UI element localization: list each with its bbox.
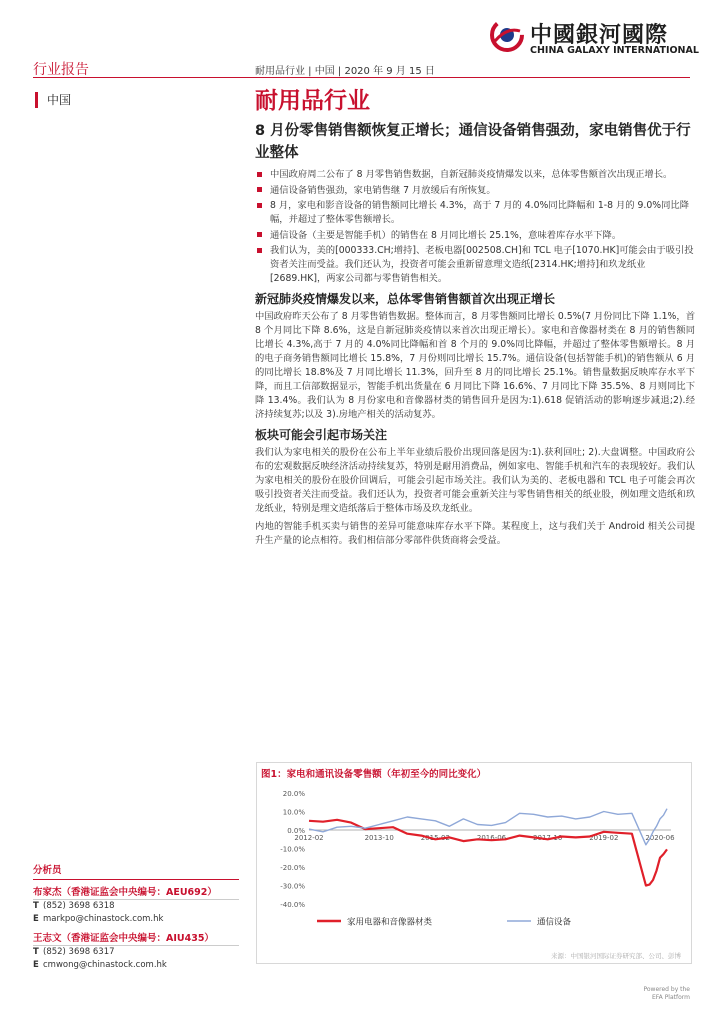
- summary-bullet: 通信设备（主要是智能手机）的销售在 8 月同比增长 25.1%，意味着库存水平下降。: [255, 229, 695, 243]
- y-tick-label: 0.0%: [287, 827, 305, 835]
- x-tick-label: 2019-02: [589, 834, 619, 842]
- figure-1: [256, 762, 692, 964]
- line-chart: [257, 763, 693, 965]
- brand-logo: [490, 18, 699, 58]
- region-label: 中国: [35, 92, 71, 108]
- section2-body-2: 内地的智能手机买卖与销售的差异可能意味库存水平下降。某程度上，这与我们关于 Android 相关公司提升生产量的论点相符。我们相信部分零部件供货商将会受益。: [255, 521, 695, 546]
- report-body: [255, 86, 695, 548]
- analyst-tel: T (852) 3698 6317: [33, 947, 115, 957]
- x-tick-label: 2016-06: [476, 834, 507, 842]
- report-meta: 耐用品行业 | 中国 | 2020 年 9 月 15 日: [255, 66, 435, 77]
- analyst-panel: [33, 862, 239, 972]
- x-tick-label: 2015-02: [420, 834, 450, 842]
- section1-heading: 新冠肺炎疫情爆发以来，总体零售销售额首次出现正增长: [255, 292, 556, 306]
- y-tick-label: -10.0%: [280, 845, 305, 854]
- summary-bullet: 通信设备销售强劲，家电销售继 7 月放缓后有所恢复。: [255, 184, 695, 198]
- legend-label: 家用电器和音像器材类: [347, 917, 433, 928]
- section2-heading: 板块可能会引起市场关注: [255, 428, 388, 442]
- analyst-email[interactable]: E markpo@chinastock.com.hk: [33, 914, 164, 924]
- bullet-square-icon: [257, 203, 262, 208]
- y-tick-label: 10.0%: [282, 808, 305, 817]
- legend-label: 通信设备: [537, 917, 572, 928]
- analyst-tel: T (852) 3698 6318: [33, 901, 115, 911]
- bullet-square-icon: [257, 232, 262, 237]
- section1-body: 中国政府昨天公布了 8 月零售销售数据。整体而言，8 月零售额同比增长 0.5%(7 月份同比下降 1.1%，首 8 个月同比下降 8.6%，这是自新冠肺炎疫情以来首次出现正增长）。家电和音像器材类在 8 月的销售额同比增长 4.3%,高于 7 月的 4.0%同比降幅和首 8 个月的 9.0%同比降幅，并超过了整体零售额增长。8 月的电子商务销售额同比增长 15.8%，7 月份则同比增长 15.7%。通信设备(包括智能手机)的销售额从 6 月的同比增长 18.8%及 7 月同比增长 11.3%，回升至 8 月的同比增长 25.1%。销售量数据反映库存水平下降，而且工信部数据显示，智能手机出货量在 6 月同比下降 16.6%、7 月同比下降 35.5%、8 月则同比下降 13.4%。我们认为 8 月份家电和音像器材类的销售回升是因为:1).618 促销活动的影响逐步减退;2).经济持续复苏;以及 3).房地产相关的活动复苏。: [255, 311, 695, 420]
- bullet-square-icon: [257, 187, 262, 192]
- y-tick-label: -40.0%: [280, 901, 305, 909]
- summary-bullet: 我们认为，美的[000333.CH;增持]、老板电器[002508.CH]和 TCL 电子[1070.HK]可能会由于吸引投资者关注而受益。我们还认为，投资者可能会重新留意理文造纸[2314.HK;增持]和玖龙纸业[2689.HK]，两家公司都与零售销售相关。: [255, 244, 695, 286]
- brand-name-en: CHINA GALAXY INTERNATIONAL: [530, 45, 699, 56]
- y-tick-label: -30.0%: [280, 882, 305, 891]
- analyst-title: 分析员: [33, 862, 239, 880]
- galaxy-logo-icon: [490, 18, 524, 52]
- x-tick-label: 2020-06: [645, 834, 675, 842]
- analyst-email[interactable]: E cmwong@chinastock.com.hk: [33, 960, 167, 970]
- report-header: [33, 58, 690, 78]
- section2-body: 我们认为家电相关的股份在公布上半年业绩后股价出现回落是因为:1).获利回吐; 2).大盘调整。中国政府公布的宏观数据反映经济活动持续复苏，特别是耐用消费品，例如家电、智能手机和汽车的表现较好。我们认为家电相关的股份在股价回调后，可能会引起市场关注。我们认为美的、老板电器和 TCL 电子可能会再次吸引投资者关注而受益。我们还认为，投资者可能会重新关注与零售销售相关的纸业股，例如理文造纸和玖龙纸业，特别是理文造纸落后于整体市场及玖龙纸业。: [255, 447, 695, 514]
- sector-title: 耐用品行业: [255, 88, 370, 114]
- bullet-square-icon: [257, 172, 262, 177]
- analyst-name: 布家杰（香港证监会中央编号：AEU692）: [33, 884, 239, 900]
- report-headline: 8 月份零售销售额恢复正增长；通信设备销售强劲，家电销售优于行业整体: [255, 123, 691, 161]
- bullet-square-icon: [257, 248, 262, 253]
- figure-source: 来源：中国银河国际证券研究部、公司、彭博: [551, 952, 681, 960]
- brand-name-cn: 中國銀河國際: [530, 23, 669, 48]
- x-tick-label: 2013-10: [364, 834, 394, 842]
- summary-bullet: 中国政府周二公布了 8 月零售销售数据，自新冠肺炎疫情爆发以来，总体零售额首次出现正增长。: [255, 168, 695, 182]
- platform-footer: Powered by the EFA Platform: [643, 986, 690, 1001]
- y-tick-label: -20.0%: [280, 864, 305, 872]
- y-tick-label: 20.0%: [282, 790, 305, 798]
- summary-bullets: [255, 168, 695, 286]
- report-category: 行业报告: [33, 62, 89, 78]
- x-tick-label: 2012-02: [294, 834, 324, 842]
- figure-title: 图1：家电和通讯设备零售额（年初至今的同比变化）: [261, 769, 487, 780]
- analyst-name: 王志文（香港证监会中央编号：AIU435）: [33, 930, 239, 946]
- summary-bullet: 8 月，家电和影音设备的销售额同比增长 4.3%，高于 7 月的 4.0%同比降幅和 1-8 月的 9.0%同比降幅，并超过了整体零售额增长。: [255, 199, 695, 227]
- x-tick-label: 2017-10: [533, 834, 563, 842]
